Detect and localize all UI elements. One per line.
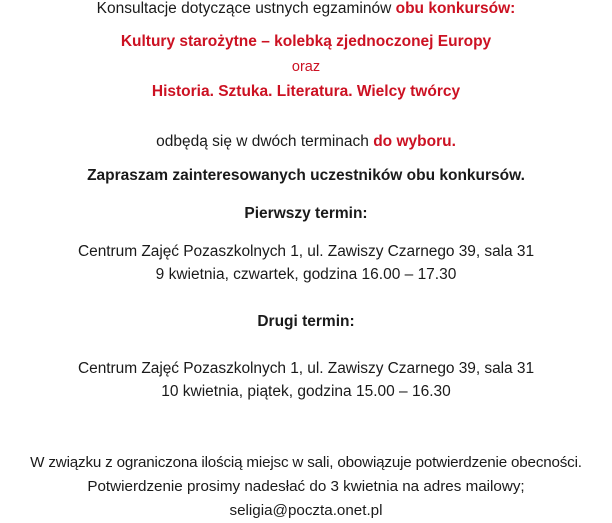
term-one-datetime: 9 kwietnia, czwartek, godzina 16.00 – 17.30 — [155, 266, 457, 283]
terms-intro-plain-text: odbędą się w dwóch terminach — [156, 133, 374, 150]
term-two-datetime: 10 kwietnia, piątek, godzina 15.00 – 16.30 — [161, 383, 451, 400]
term-two-place: Centrum Zajęć Pozaszkolnych 1, ul. Zawiszy Czarnego 39, sala 31 — [77, 360, 535, 377]
intro-plain-text: Konsultacje dotyczące ustnych egzaminów — [96, 0, 396, 17]
term-two-heading: Drugi termin: — [257, 313, 355, 330]
contact-email: seligia@poczta.onet.pl — [229, 502, 383, 519]
terms-intro-highlight-text: do wyboru. — [373, 133, 456, 150]
footer-note-line-2: Potwierdzenie prosimy nadesłać do 3 kwietnia na adres mailowy; — [87, 478, 525, 495]
term-one-heading: Pierwszy termin: — [244, 205, 368, 222]
titles-conjunction: oraz — [291, 59, 321, 75]
terms-intro-line — [0, 134, 612, 150]
intro-line — [0, 1, 612, 17]
competition-title-first: Kultury starożytne – kolebką zjednoczonej Europy — [120, 33, 492, 50]
invitation-line: Zapraszam zainteresowanych uczestników obu konkursów. — [87, 167, 525, 184]
competition-title-second: Historia. Sztuka. Literatura. Wielcy twórcy — [151, 83, 461, 100]
term-one-place: Centrum Zajęć Pozaszkolnych 1, ul. Zawiszy Czarnego 39, sala 31 — [77, 243, 535, 260]
footer-note-line-1: W związku z ograniczona ilością miejsc w sali, obowiązuje potwierdzenie obecności. — [30, 454, 582, 471]
intro-highlight-text: obu konkursów: — [395, 0, 516, 17]
